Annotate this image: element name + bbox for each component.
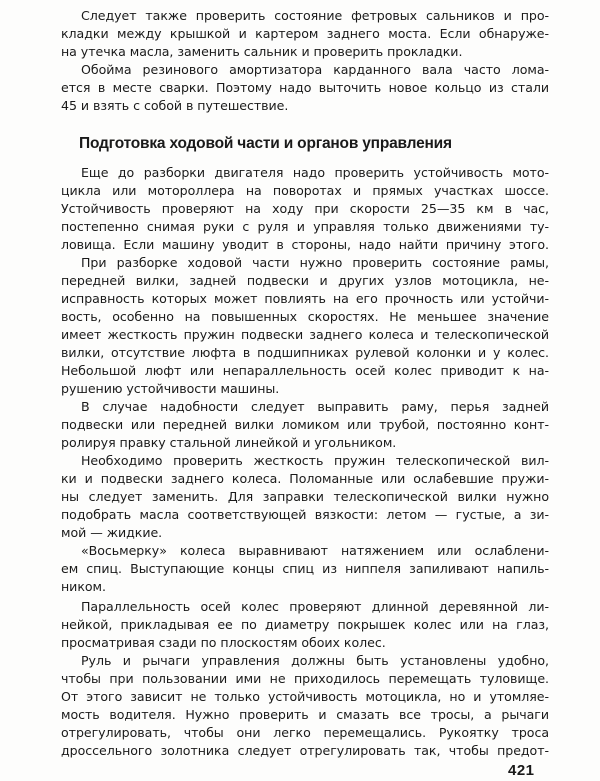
page-number: 421 — [508, 762, 535, 779]
text-line: Еще до разборки двигателя надо проверить устойчивость мото- — [81, 165, 549, 180]
text-line: цикла или мотороллера на поворотах и прямых участках шоссе. — [61, 183, 549, 198]
text-line: дроссельного золотника следует отрегулировать так, чтобы предот- — [61, 743, 549, 758]
text-line: Необходимо проверить жесткость пружин телескопической вил- — [81, 453, 549, 468]
text-line: Устойчивость проверяют на ходу при скорости 25—35 км в час, — [61, 201, 549, 216]
text-line: Небольшой люфт или непараллельность осей колес приводит к на- — [61, 363, 549, 378]
text-line: нейкой, прикладывая ее по диаметру покрышек колес или на глаз, — [61, 617, 549, 632]
text-line: ролируя правку стальной линейкой и угольником. — [61, 435, 397, 450]
text-line: просматривая сзади по плоскостям обоих колес. — [61, 635, 386, 650]
text-line: ником. — [61, 579, 106, 594]
text-line: передней вилки, задней подвески и других узлов мотоцикла, не- — [61, 273, 549, 288]
text-line: постепенно снимая руки с руля и управляя только движениями ту- — [61, 219, 549, 234]
text-line: кладки между крышкой и картером заднего моста. Если обнаруже- — [61, 26, 549, 41]
text-line: ки и подвески заднего колеса. Поломанные или ослабевшие пружи- — [61, 471, 549, 486]
text-line: мой — жидкие. — [61, 525, 163, 540]
text-line: Обойма резинового амортизатора карданного вала часто лома- — [81, 62, 549, 77]
section-heading: Подготовка ходовой части и органов управления — [79, 135, 452, 152]
text-line: подвески или передней вилки ломиком или трубой, постоянно конт- — [61, 417, 549, 432]
text-line: ловища. Если машину уводит в стороны, надо найти причину этого. — [61, 237, 549, 252]
text-line: на утечка масла, заменить сальник и проверить прокладки. — [61, 44, 463, 59]
text-line: «Восьмерку» колеса выравнивают натяжением или ослаблени- — [81, 543, 549, 558]
text-line: отрегулировать, чтобы они легко перемещались. Рукоятку троса — [61, 725, 549, 740]
text-line: чтобы при пользовании ими не приходилось перемещать туловище. — [61, 671, 549, 686]
text-line: ны следует заменить. Для заправки телескопической вилки нужно — [61, 489, 549, 504]
text-line: ется в месте сварки. Поэтому надо выточить новое кольцо из стали — [61, 80, 549, 95]
text-line: Следует также проверить состояние фетровых сальников и про- — [81, 8, 549, 23]
text-line: имеет жесткость пружин подвески заднего колеса и телескопической — [61, 327, 549, 342]
text-line: 45 и взять с собой в путешествие. — [61, 98, 289, 113]
text-line: рушению устойчивости машины. — [61, 381, 280, 396]
text-line: вость, особенно на повышенных скоростях. Не меньшее значение — [61, 309, 549, 324]
text-line: В случае надобности следует выправить раму, перья задней — [81, 399, 549, 414]
text-line: Руль и рычаги управления должны быть установлены удобно, — [81, 653, 549, 668]
text-line: мость водителя. Нужно проверить и смазать все тросы, а рычаги — [61, 707, 549, 722]
text-line: подобрать масла соответствующей вязкости: летом — густые, а зи- — [61, 507, 549, 522]
text-line: ем спиц. Выступающие концы спиц из ниппеля запиливают напиль- — [61, 561, 549, 576]
text-line: исправность которых может повлиять на его прочность или устойчи- — [61, 291, 549, 306]
text-line: вилки, отсутствие люфта в подшипниках рулевой колонки и у колес. — [61, 345, 549, 360]
text-line: При разборке ходовой части нужно проверить состояние рамы, — [81, 255, 549, 270]
text-line: Параллельность осей колес проверяют длинной деревянной ли- — [81, 599, 549, 614]
text-line: От этого зависит не только устойчивость мотоцикла, но и утомляе- — [61, 689, 549, 704]
